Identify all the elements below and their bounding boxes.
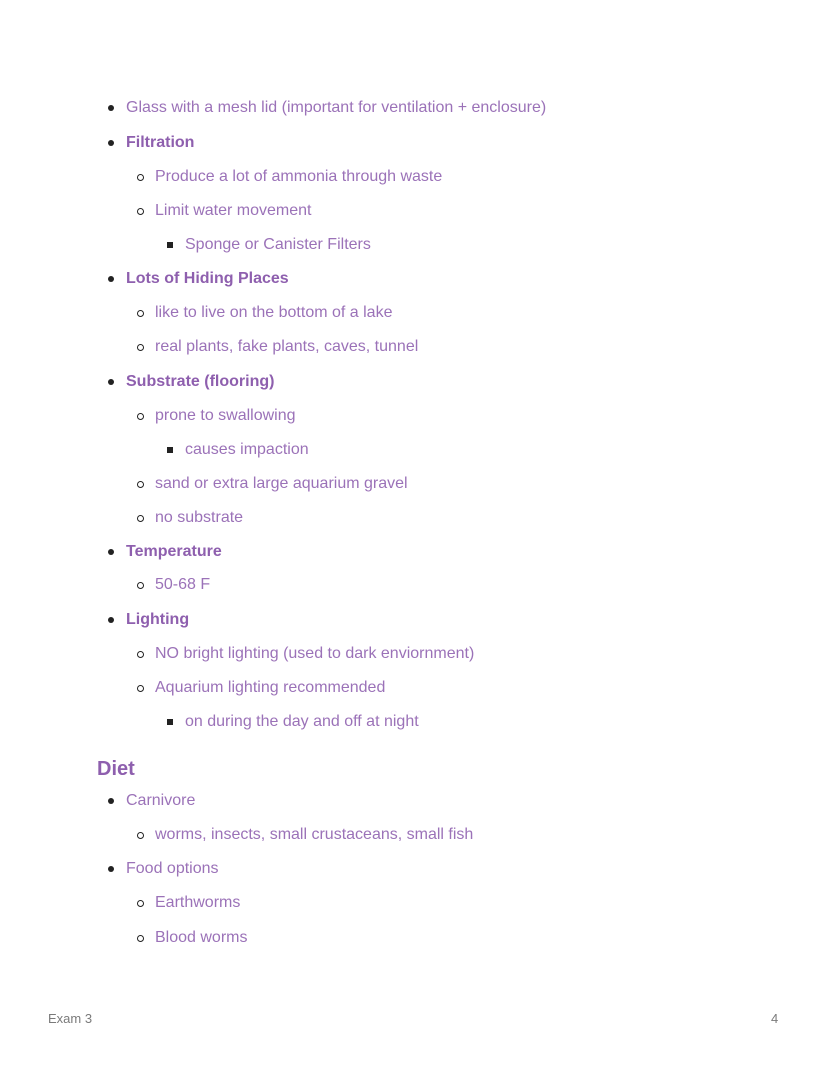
square-bullet-icon — [167, 712, 173, 732]
list-item-text: Temperature — [126, 543, 222, 560]
footer-document-title: Exam 3 — [48, 1011, 93, 1026]
list-item-text: Aquarium lighting recommended — [155, 679, 386, 696]
disc-bullet-icon — [108, 269, 114, 289]
list-item-text: real plants, fake plants, caves, tunnel — [155, 338, 419, 355]
disc-bullet-icon — [108, 610, 114, 630]
square-bullet-icon — [167, 440, 173, 460]
list-item-text: no substrate — [155, 509, 244, 526]
circle-bullet-icon — [137, 644, 144, 664]
list-item-text: causes impaction — [185, 441, 309, 458]
disc-bullet-icon — [108, 791, 114, 811]
list-item-text: Glass with a mesh lid (important for ventilation + enclosure) — [126, 99, 547, 116]
circle-bullet-icon — [137, 928, 144, 948]
list-item-text: prone to swallowing — [155, 407, 296, 424]
list-item-text: Sponge or Canister Filters — [185, 236, 371, 253]
disc-bullet-icon — [108, 372, 114, 392]
list-item-text: Blood worms — [155, 929, 248, 946]
circle-bullet-icon — [137, 406, 144, 426]
footer-page-number: 4 — [771, 1011, 779, 1026]
list-item-text: Food options — [126, 860, 219, 877]
disc-bullet-icon — [108, 133, 114, 153]
circle-bullet-icon — [137, 508, 144, 528]
list-item-text: Limit water movement — [155, 202, 312, 219]
circle-bullet-icon — [137, 303, 144, 323]
list-item-text: sand or extra large aquarium gravel — [155, 475, 408, 492]
list-item-text: Lighting — [126, 611, 190, 628]
disc-bullet-icon — [108, 542, 114, 562]
list-item-text: 50-68 F — [155, 576, 211, 593]
list-item-text: Substrate (flooring) — [126, 373, 275, 390]
disc-bullet-icon — [108, 98, 114, 118]
list-item-text: on during the day and off at night — [185, 713, 419, 730]
circle-bullet-icon — [137, 575, 144, 595]
circle-bullet-icon — [137, 678, 144, 698]
circle-bullet-icon — [137, 201, 144, 221]
circle-bullet-icon — [137, 474, 144, 494]
list-item-text: worms, insects, small crustaceans, small fish — [155, 826, 474, 843]
list-item-text: Lots of Hiding Places — [126, 270, 289, 287]
list-item-text: like to live on the bottom of a lake — [155, 304, 393, 321]
circle-bullet-icon — [137, 337, 144, 357]
disc-bullet-icon — [108, 859, 114, 879]
circle-bullet-icon — [137, 167, 144, 187]
list-item-text: Carnivore — [126, 792, 196, 809]
circle-bullet-icon — [137, 893, 144, 913]
list-item-text: Produce a lot of ammonia through waste — [155, 168, 443, 185]
square-bullet-icon — [167, 235, 173, 255]
list-item-text: NO bright lighting (used to dark enviornment) — [155, 645, 475, 662]
circle-bullet-icon — [137, 825, 144, 845]
list-item-text: Earthworms — [155, 894, 241, 911]
diet-heading: Diet — [97, 758, 135, 780]
list-item-text: Filtration — [126, 134, 195, 151]
